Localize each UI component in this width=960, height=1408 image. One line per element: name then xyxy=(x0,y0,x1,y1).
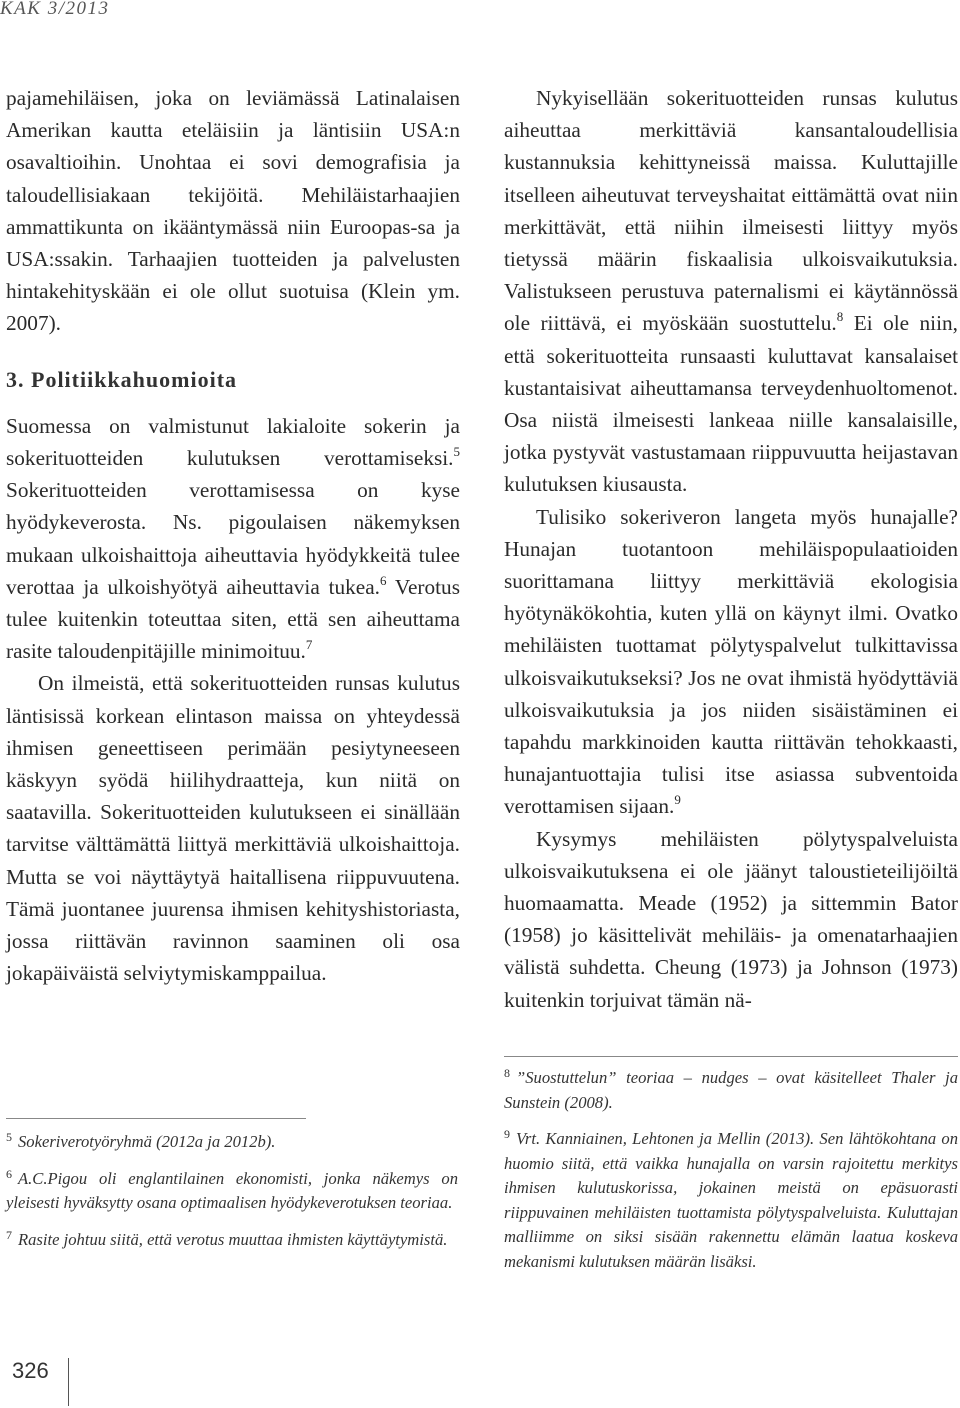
footnote: $^8$ ”Suostuttelun” teoriaa – nudges – ovat käsitelleet Thaler ja Sunstein (2008). xyxy=(504,1066,958,1112)
footnote: $^6$ A.C.Pigou oli englantilainen ekonomisti, jonka näkemys on yleisesti hyväksytty osana optimaalisen hyödykeverotuksen teoriaa. xyxy=(6,1166,458,1212)
page-number: 326 xyxy=(12,1358,49,1383)
section-number: 3. xyxy=(6,366,25,392)
footnote-divider xyxy=(6,1118,306,1119)
paragraph: Tulisiko sokeriveron langeta myös hunajalle? Hunajan tuotantoon mehiläispopulaatioiden suorittamana liittyy merkittäviä ekologisia hyötynäkökohtia, kuten yllä on käynyt ilmi. Ovatko mehiläisten tuottamat pölytyspalvelut tulkittavissa ulkoisvaikutukseksi? Jos ne ovat ihmistä hyödyttäviä ulkoisvaikutuksia ja jos niiden sisäistäminen ei tapahdu markkinoiden kautta riittävän tehokkaasti, hunajantuottajia tulisi itse asiassa subventoida verottamisen sijaan.$^9$ xyxy=(504,504,958,819)
footnotes-right xyxy=(504,1066,958,1286)
footnote: $^5$ Sokeriverotyöryhmä (2012a ja 2012b). xyxy=(6,1130,276,1151)
right-column xyxy=(504,82,958,1016)
footnote-ref[interactable]: 5 xyxy=(453,444,460,460)
running-head: KAK 3/2013 xyxy=(0,0,110,19)
left-column xyxy=(6,82,460,989)
paragraph: Nykyisellään sokerituotteiden runsas kulutus aiheuttaa merkittäviä kansantaloudellisia kustannuksia kehittyneissä maissa. Kuluttajille itselleen aiheutuvat terveyshaitat eittämättä ovat niin merkittävät, että niihin ilmeisesti liittyy myös tietyssä määrin fiskaalisia ulkoisvaikutuksia. Valistukseen perustuva paternalismi ei käytännössä ole riittävä, ei myöskään suostuttelu.$^8$ Ei ole niin, että sokerituotteita runsaasti kuluttavat kansalaiset kustantaisivat aiheuttamansa terveydenhuoltomenot. Osa niistä ilmeisesti lankeaa niille kansalaisille, jotka pystyvät vastustamaan riippuvuutta heijastavan kulutuksen kiusausta. xyxy=(504,86,958,497)
paragraph: pajamehiläisen, joka on leviämässä Latinalaisen Amerikan kautta eteläisiin ja läntisiin USA:n osavaltioihin. Unohtaa ei sovi demografisia ja taloudellisiakaan tekijöitä. Mehiläistarhaajien ammattikunta on ikääntymässä niin Euroopas-sa ja USA:ssakin. Tarhaajien tuotteiden ja palvelusten hintakehityskään ei ole ollut suotuisa (Klein ym. 2007). xyxy=(6,86,460,336)
page-number-rule xyxy=(68,1358,69,1406)
footnote-ref[interactable]: 6 xyxy=(380,572,387,588)
paragraph: Kysymys mehiläisten pölytyspalveluista ulkoisvaikutuksena ei ole jäänyt taloustieteilijöiltä huomaamatta. Meade (1952) ja sittemmin Bator (1958) jo käsittelivät mehiläis- ja omenatarhaajien välistä suhdetta. Cheung (1973) ja Johnson (1973) kuitenkin torjuivat tämän nä- xyxy=(504,826,958,1012)
footnote-ref[interactable]: 9 xyxy=(674,792,681,808)
section-heading xyxy=(6,364,460,396)
footnote-ref[interactable]: 8 xyxy=(836,309,844,325)
paragraph: On ilmeistä, että sokerituotteiden runsas kulutus läntisissä korkean elintason maissa on yhteydessä ihmisen geneettiseen perimään pesiytyneeseen käskyyn syödä hiilihydraatteja, kun niitä on saatavilla. Sokerituotteiden kulutukseen ei sinällään tarvitse välttämättä liittyä merkittäviä ulkoishaittoja. Mutta se voi näyttäytyä haitallisena riippuvuutena. Tämä juontanee juurensa ihmisen kehityshistoriasta, jossa riittävän ravinnon saaminen oli osa jokapäiväistä selviytymiskamppailua. xyxy=(6,671,460,986)
section-title: Politiikkahuomioita xyxy=(31,366,238,392)
footnote-divider xyxy=(504,1056,958,1057)
footnote-ref[interactable]: 7 xyxy=(305,637,313,653)
paragraph: Suomessa on valmistunut lakialoite sokerin ja sokerituotteiden kulutuksen verottamiseksi.$^5$ Sokerituotteiden verottamisessa on kyse hyödykeverosta. Ns. pigoulaisen näkemyksen mukaan ulkoishaittoja aiheuttavia hyödykkeitä tulee verottaa ja ulkoishyötyä aiheuttavia tukea.$^6$ Verotus tulee kuitenkin toteuttaa siten, että sen aiheuttama rasite taloudenpitäjille minimoituu.$^7$ xyxy=(6,413,460,664)
footnote: $^7$ Rasite johtuu siitä, että verotus muuttaa ihmisten käyttäytymistä. xyxy=(6,1227,448,1249)
footnotes-left xyxy=(6,1130,458,1264)
footnote: $^9$ Vrt. Kanniainen, Lehtonen ja Mellin (2013). Sen lähtökohtana on huomio siitä, että vaikka hunajalla on varsin rajoitettu merkitys ihmisen kulutuskorissa, jokainen meistä on epäsuorasti riippuvainen mehiläisten tuottamista pölytyspalveluista. Kuluttajan malliimme on siksi sisään rakennettu elämän laatua koskeva mekanismi kulutuksen määrän lisäksi. xyxy=(504,1127,958,1271)
